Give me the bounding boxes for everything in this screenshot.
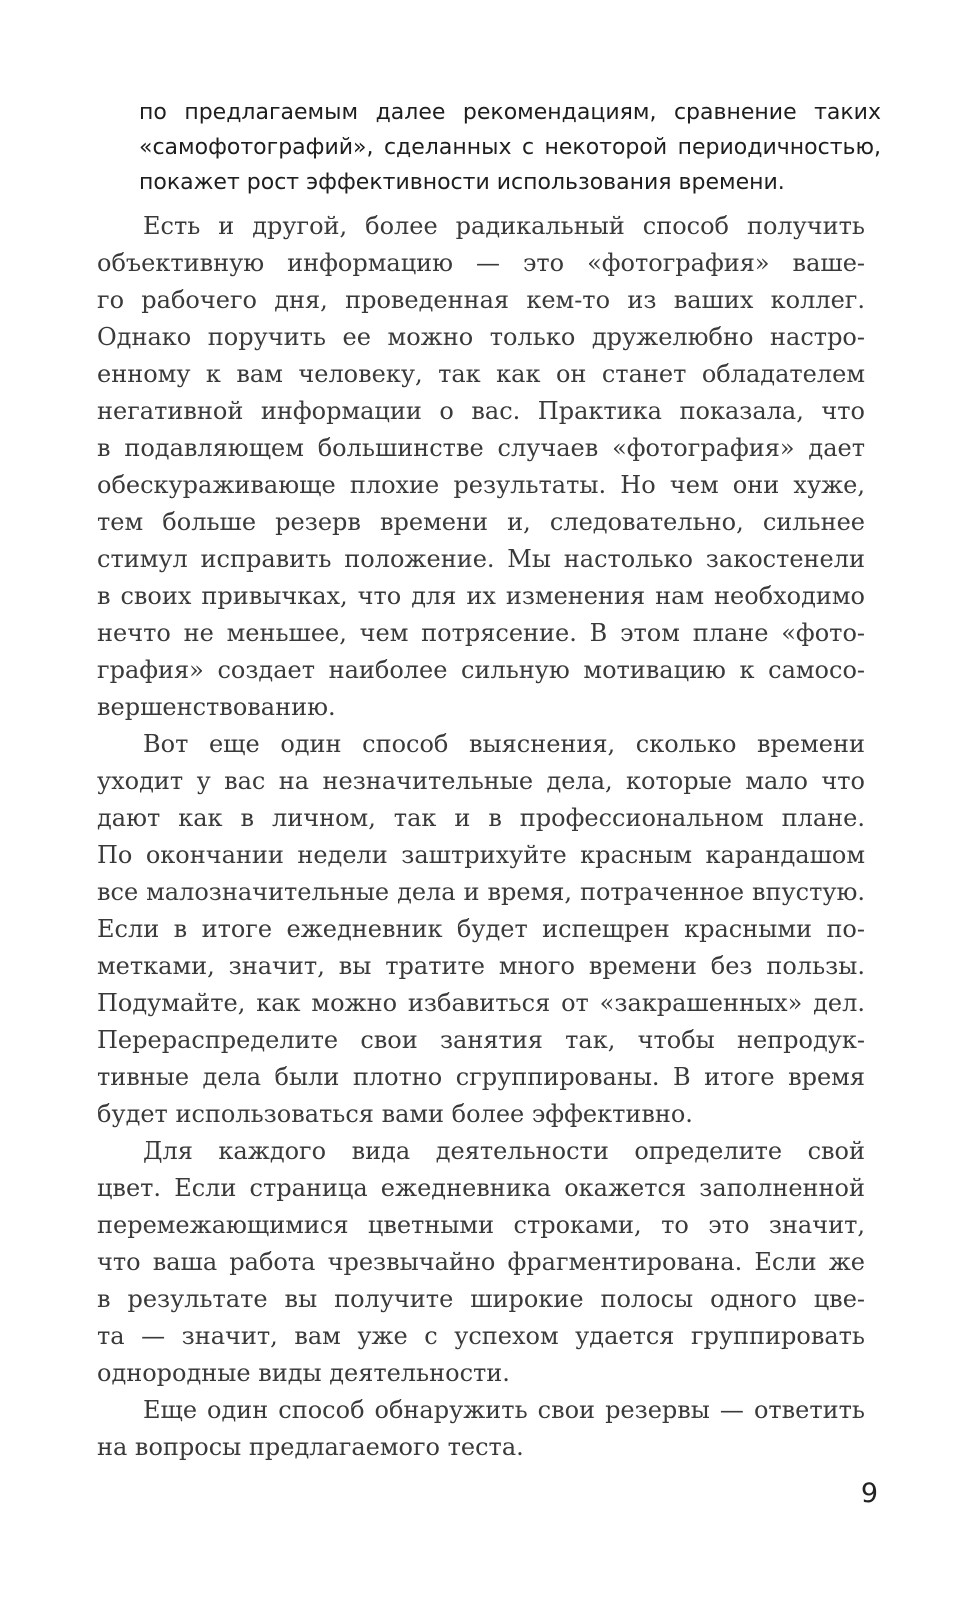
text-line: Если в итоге ежедневник будет испещрен красными по- — [97, 915, 865, 943]
text-line: негативной информации о вас. Практика показала, что — [97, 397, 865, 425]
text-line: уходит у вас на незначительные дела, которые мало что — [97, 767, 865, 795]
text-line: Однако поручить ее можно только дружелюбно настро- — [97, 323, 865, 351]
text-line: Еще один способ обнаружить свои резервы — ответить — [143, 1396, 865, 1424]
text-line: дают как в личном, так и в профессиональном плане. — [97, 804, 865, 832]
text-line: нечто не меньшее, чем потрясение. В этом плане «фото- — [97, 619, 865, 647]
text-line: в подавляющем большинстве случаев «фотография» дает — [97, 434, 865, 462]
text-line: По окончании недели заштрихуйте красным карандашом — [97, 841, 865, 869]
text-line: однородные виды деятельности. — [97, 1359, 510, 1387]
intro-sans-block — [139, 95, 881, 200]
intro-line: покажет рост эффективности использования времени. — [139, 170, 785, 195]
paragraph-4 — [97, 1392, 865, 1466]
text-line: Вот еще один способ выяснения, сколько времени — [143, 730, 865, 758]
text-line: тивные дела были плотно сгруппированы. В итоге время — [97, 1063, 865, 1091]
text-line: все малозначительные дела и время, потраченное впустую. — [97, 878, 865, 906]
text-line: Для каждого вида деятельности определите свой — [143, 1137, 865, 1165]
text-line: Подумайте, как можно избавиться от «закрашенных» дел. — [97, 989, 865, 1017]
text-line: стимул исправить положение. Мы настолько закостенели — [97, 545, 865, 573]
text-line: енному к вам человеку, так как он станет обладателем — [97, 360, 865, 388]
text-line: в своих привычках, что для их изменения нам необходимо — [97, 582, 865, 610]
text-line: перемежающимися цветными строками, то это значит, — [97, 1211, 865, 1239]
text-line: тем больше резерв времени и, следовательно, сильнее — [97, 508, 865, 536]
body-text — [97, 208, 865, 1466]
paragraph-3 — [97, 1133, 865, 1392]
text-line: Есть и другой, более радикальный способ получить — [143, 212, 865, 240]
text-line: на вопросы предлагаемого теста. — [97, 1433, 524, 1461]
text-line: го рабочего дня, проведенная кем-то из ваших коллег. — [97, 286, 865, 314]
text-line: в результате вы получите широкие полосы одного цве- — [97, 1285, 865, 1313]
text-line: вершенствованию. — [97, 693, 336, 721]
page-number: 9 — [860, 1478, 878, 1509]
paragraph-1 — [97, 208, 865, 726]
text-line: объективную информацию — это «фотография» ваше- — [97, 249, 865, 277]
text-line: метками, значит, вы тратите много времени без пользы. — [97, 952, 865, 980]
intro-line: «самофотографий», сделанных с некоторой периодичностью, — [139, 135, 881, 160]
text-line: та — значит, вам уже с успехом удается группировать — [97, 1322, 865, 1350]
text-line: будет использоваться вами более эффективно. — [97, 1100, 693, 1128]
paragraph-2 — [97, 726, 865, 1133]
text-line: цвет. Если страница ежедневника окажется заполненной — [97, 1174, 865, 1202]
intro-line: по предлагаемым далее рекомендациям, сравнение таких — [139, 100, 881, 125]
text-line: что ваша работа чрезвычайно фрагментирована. Если же — [97, 1248, 865, 1276]
text-line: графия» создает наиболее сильную мотивацию к самосо- — [97, 656, 865, 684]
text-line: Перераспределите свои занятия так, чтобы непродук- — [97, 1026, 865, 1054]
text-line: обескураживающе плохие результаты. Но чем они хуже, — [97, 471, 865, 499]
